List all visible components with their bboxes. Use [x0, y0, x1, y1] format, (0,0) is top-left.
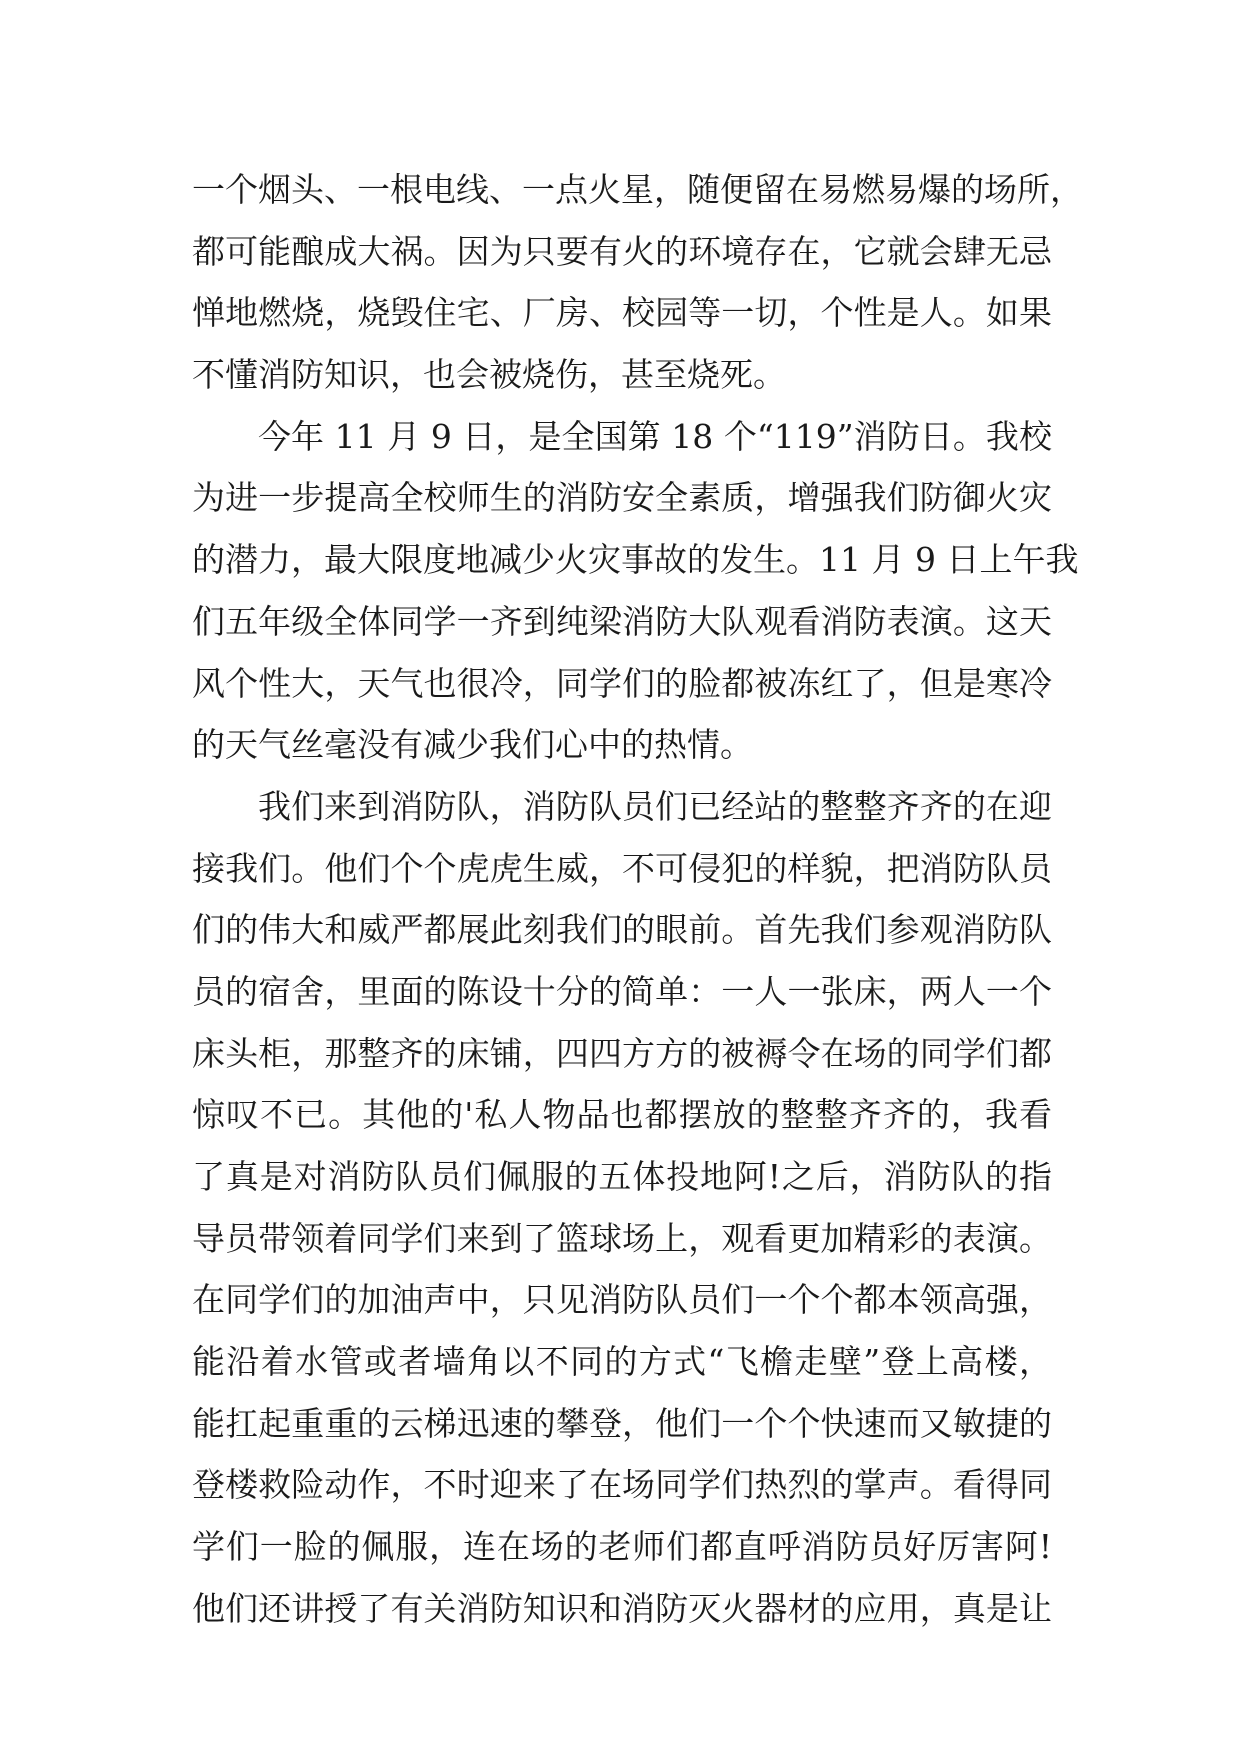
text-line: 为进一步提高全校师生的消防安全素质，增强我们防御火灾 — [192, 478, 1052, 518]
text-line: 床头柜，那整齐的床铺，四四方方的被褥令在场的同学们都 — [192, 1033, 1052, 1073]
text-line: 惮地燃烧，烧毁住宅、厂房、校园等一切，个性是人。如果 — [192, 293, 1052, 333]
text-line: 惊叹不已。其他的'私人物品也都摆放的整整齐齐的，我看 — [192, 1095, 1052, 1135]
text-line: 导员带领着同学们来到了篮球场上，观看更加精彩的表演。 — [192, 1218, 1052, 1258]
text-line: 了真是对消防队员们佩服的五体投地阿!之后，消防队的指 — [192, 1157, 1052, 1196]
text-line: 学们一脸的佩服，连在场的老师们都直呼消防员好厉害阿! — [192, 1527, 1052, 1567]
text-line: 登楼救险动作，不时迎来了在场同学们热烈的掌声。看得同 — [192, 1465, 1052, 1505]
text-line: 员的宿舍，里面的陈设十分的简单：一人一张床，两人一个 — [192, 971, 1052, 1011]
text-line: 能沿着水管或者墙角以不同的方式“飞檐走壁”登上高楼， — [192, 1342, 1052, 1382]
body-text — [192, 159, 1083, 1640]
text-line: 都可能酿成大祸。因为只要有火的环境存在，它就会肆无忌 — [192, 231, 1052, 271]
paragraph-first-line: 我们来到消防队，消防队员们已经站的整整齐齐的在迎 — [258, 786, 1052, 826]
text-line: 接我们。他们个个虎虎生威，不可侵犯的样貌，把消防队员 — [192, 848, 1052, 888]
text-line: 不懂消防知识，也会被烧伤，甚至烧死。 — [192, 355, 786, 395]
text-line: 在同学们的加油声中，只见消防队员们一个个都本领高强， — [192, 1280, 1052, 1320]
text-line: 的潜力，最大限度地减少火灾事故的发生。11 月 9 日上午我 — [192, 540, 1079, 580]
paragraph-first-line: 今年 11 月 9 日，是全国第 18 个“119”消防日。我校 — [258, 416, 1052, 456]
text-line: 他们还讲授了有关消防知识和消防灭火器材的应用，真是让 — [192, 1588, 1052, 1628]
text-line: 们的伟大和威严都展此刻我们的眼前。首先我们参观消防队 — [192, 910, 1052, 950]
text-line: 风个性大，天气也很冷，同学们的脸都被冻红了，但是寒冷 — [192, 663, 1052, 703]
text-line: 能扛起重重的云梯迅速的攀登，他们一个个快速而又敏捷的 — [192, 1403, 1052, 1443]
text-line: 的天气丝毫没有减少我们心中的热情。 — [192, 725, 753, 765]
text-line: 一个烟头、一根电线、一点火星，随便留在易燃易爆的场所， — [192, 170, 1083, 209]
text-line: 们五年级全体同学一齐到纯梁消防大队观看消防表演。这天 — [192, 601, 1052, 641]
